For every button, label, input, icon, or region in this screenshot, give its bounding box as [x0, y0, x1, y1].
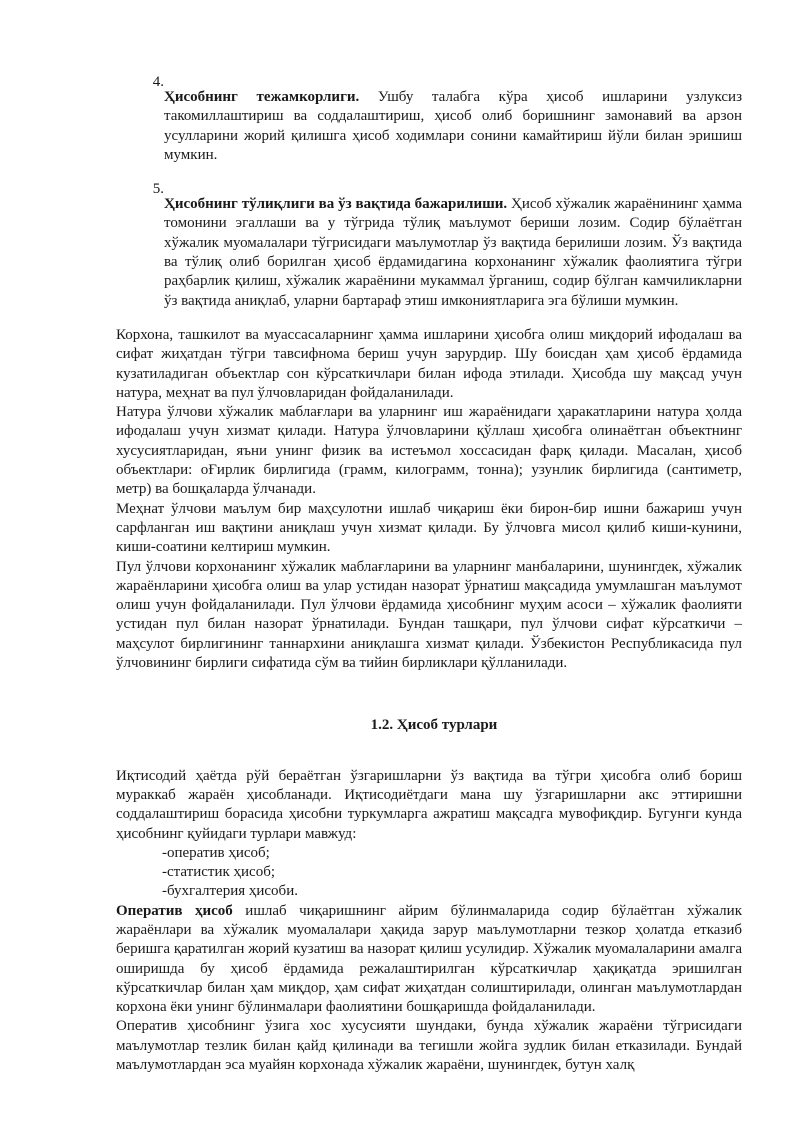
paragraph: Меҳнат ўлчови маълум бир маҳсулотни ишлаб чиқариш ёки бирон-бир ишни бажариш учун сарфланган иш вақтини аниқлаш учун хизмат қилади. Бу ўлчовга мисол қилиб киши-кунини, киши-соатини келтириш мумкин.	[116, 500, 742, 556]
list-item: -статистик ҳисоб;	[162, 864, 276, 881]
document-page	[116, 73, 742, 1075]
list-item-number: 5.	[152, 181, 164, 198]
paragraph: Натура ўлчови хўжалик маблағлари ва уларнинг иш жараёнидаги ҳаракатларини натура ҳолда ифодалаш учун хизмат қилади. Натура ўлчовларини қўллаш ҳисобга олинаётган объектнинг хусусиятларидан, яъни унинг физик ва истеъмол хоссасидан фарқ қилади. Масалан, ҳисоб объектлари: оҒирлик бирлигида (грамм, килограмм, тонна); узунлик бирлигида (сантиметр, метр) ва бошқаларда ўлчанади.	[116, 404, 742, 498]
list-item-body: Ушбу талабга кўра ҳисоб ишларини узлуксиз такомиллаштириш ва соддалаштириш, ҳисоб олиб боришнинг замонавий ва арзон усулларини жорий қилишга ҳисоб ходимлари сонини камайтириш йўли билан эришиш мумкин.	[164, 89, 743, 163]
section-heading: 1.2. Ҳисоб турлари	[370, 717, 498, 734]
list-item	[116, 180, 742, 326]
operative-paragraph	[116, 902, 742, 1018]
list-item	[116, 73, 742, 180]
operative-title: Оператив ҳисоб	[116, 902, 233, 919]
list-item-title: Ҳисобнинг тежамкорлиги.	[164, 89, 360, 105]
list-item-title: Ҳисобнинг тўлиқлиги ва ўз вақтида бажарилиши.	[164, 196, 508, 213]
list-item-number: 4.	[152, 74, 164, 90]
list-item: -оператив ҳисоб;	[162, 844, 270, 861]
last-paragraph: Оператив ҳисобнинг ўзига хос хусусияти шундаки, бунда хўжалик жараёни тўгрисидаги маълумотлар тезлик билан қайд қилинади ва тегишли жойга зудлик билан етказилади. Бундай маълумотлардан эса муайян корхонада хўжалик жараёни, шунингдек, бутун халқ	[116, 1018, 742, 1074]
list-item-body: Ҳисоб хўжалик жараёнининг ҳамма томонини эгаллаши ва у тўгрида тўлиқ маълумот бериши лозим. Содир бўлаётган хўжалик муомалалари тўгрисидаги маълумотлар ўз вақтида берилиши лозим. Ўз вақтида ва тўлиқ олиб борилган ҳисоб ёрдамидагина корхонанинг хўжалик фаолиятига тўгри раҳбарлик қилиш, хўжалик жараёнини мукаммал ўрганиш, содир бўлган камчиликларни ўз вақтида аниқлаб, уларни бартараф этиш имкониятларига эга бўлиши мумкин.	[164, 196, 742, 309]
paragraph: Пул ўлчови корхонанинг хўжалик маблағларини ва уларнинг манбаларини, шунингдек, хўжалик жараёнларини ҳисобга олиш ва улар устидан назорат ўрнатиш мақсадида умумлашган маълумот олиш учун фойдаланилади. Пул ўлчови ёрдамида ҳисобнинг муҳим асоси – хўжалик фаолияти устидан пул билан назорат ўрнатилади. Бундан ташқари, пул ўлчови сифат кўрсаткичи – маҳсулот бирлигининг таннархини аниқлашга хизмат қилади. Ўзбекистон Республикасида пул ўлчовининг бирлиги сифатида сўм ва тийин бирликлари қўлланилади.	[116, 558, 742, 672]
paragraph: Корхона, ташкилот ва муассасаларнинг ҳамма ишларини ҳисобга олиш миқдорий ифодалаш ва сифат жиҳатдан тўгри тавсифнома бериш учун зарурдир. Шу боисдан ҳам ҳисоб ёрдамида кузатиладиган объектлар сон кўрсаткичлари билан ифода этилади. Ҳисобда шу мақсад учун натура, меҳнат ва пул ўлчовларидан фойдаланилади.	[116, 326, 742, 401]
list-item-text	[164, 195, 742, 311]
list-item-text	[164, 88, 742, 165]
operative-text: ишлаб чиқаришнинг айрим бўлинмаларида содир бўлаётган хўжалик жараёнлари ва хўжалик муомалалари ҳақида зарур маълумотларни тезкор ҳолатда етказиб беришга қаратилган жорий кузатиш ва назорат қилиш усулидир. Хўжалик муомалаларини амалга оширишда бу ҳисоб ёрдамида режалаштирилган кўрсаткичлар ҳақиқатда эришилган кўрсаткичлар билан ҳам миқдор, ҳам сифат жиҳатдан солиштирилади, олинган маълумотлардан корхона ёки унинг бўлинмалари фаолиятини бошқаришда фойдаланилади.	[116, 902, 742, 1016]
list-item: -бухгалтерия ҳисоби.	[162, 883, 298, 900]
intro-paragraph: Иқтисодий ҳаётда рўй бераётган ўзгаришларни ўз вақтида ва тўгри ҳисобга олиб бориш мураккаб жараён ҳисобланади. Иқтисодиётдаги мана шу ўзгаришларни акс эттиришни соддалаштириш борасида ҳисобни туркумларга ажратиш мақсадга мувофиқдир. Бугунги кунда ҳисобнинг қуйидаги турлари мавжуд:	[116, 767, 742, 842]
